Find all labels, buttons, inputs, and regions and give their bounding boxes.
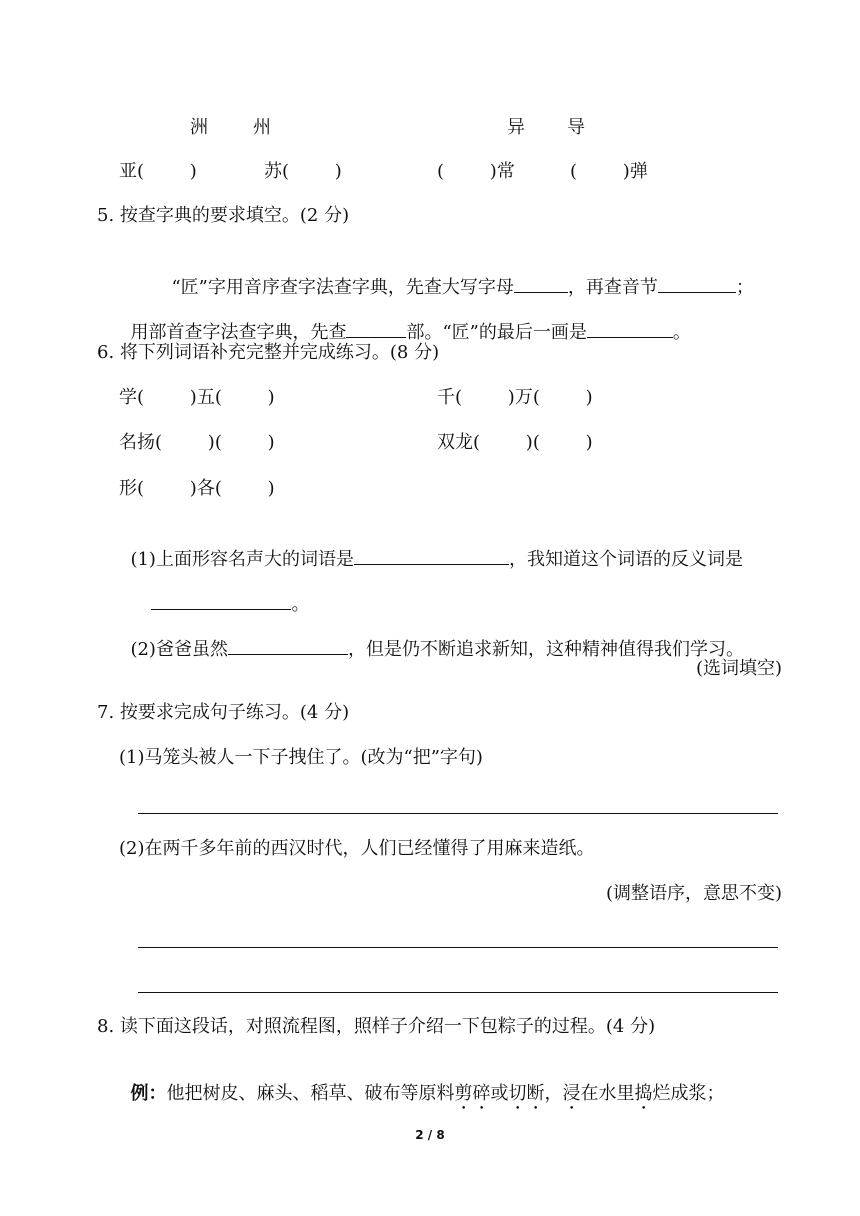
q8-example bbox=[119, 1058, 724, 1114]
char-dao: 导 bbox=[567, 117, 585, 138]
q5-line2-text2: 部。“匠”的最后一画是 bbox=[406, 322, 587, 343]
fill-ya[interactable]: 亚( ) bbox=[119, 161, 197, 182]
q6-title: 6. 将下列词语补充完整并完成练习。(8 分) bbox=[97, 342, 440, 363]
char-zhou: 州 bbox=[253, 117, 271, 138]
q5-line2-text: 用部首查字法查字典，先查 bbox=[130, 322, 347, 343]
answer-line-1[interactable] bbox=[138, 813, 778, 814]
q7-title: 7. 按要求完成句子练习。(4 分) bbox=[97, 702, 350, 723]
q5-title: 5. 按查字典的要求填空。(2 分) bbox=[97, 205, 350, 226]
blank-antonym[interactable] bbox=[151, 591, 291, 610]
idiom-2[interactable]: 千( )万( ) bbox=[437, 387, 593, 408]
q5-line1-text: “匠”字用音序查字法查字典，先查大写字母 bbox=[171, 277, 514, 298]
q5-line2 bbox=[119, 295, 691, 345]
example-text-water: 在水里 bbox=[580, 1083, 635, 1104]
blank-letter[interactable] bbox=[514, 274, 568, 293]
idiom-3[interactable]: 名扬( )( ) bbox=[119, 432, 275, 453]
q5-line1-end: ； bbox=[735, 277, 754, 298]
q5-line1 bbox=[160, 250, 754, 300]
fill-su[interactable]: 苏( ) bbox=[264, 161, 342, 182]
q6-sub1-text: (1)上面形容名声大的词语是 bbox=[130, 549, 354, 570]
example-text-a: 他把树皮、麻头、稻草、破布等原料 bbox=[166, 1083, 455, 1104]
fill-chang[interactable]: ( )常 bbox=[437, 161, 515, 182]
example-verb-slice: 切断 bbox=[508, 1083, 545, 1104]
idiom-5[interactable]: 形( )各( ) bbox=[119, 478, 275, 499]
q7-sub1: (1)马笼头被人一下子拽住了。(改为“把”字句) bbox=[119, 747, 483, 768]
q6-sub1 bbox=[119, 522, 743, 572]
answer-line-2[interactable] bbox=[138, 947, 778, 948]
char-yi: 异 bbox=[507, 117, 525, 138]
blank-radical[interactable] bbox=[346, 319, 406, 338]
q6-sub2-text2: ，但是仍不断追求新知，这种精神值得我们学习。 bbox=[347, 639, 744, 660]
example-verb-pound: 捣 bbox=[634, 1083, 653, 1104]
blank-famous-idiom[interactable] bbox=[354, 546, 509, 565]
q5-line1-text2: ，再查音节 bbox=[567, 277, 658, 298]
fill-dan[interactable]: ( )弹 bbox=[570, 161, 648, 182]
q5-line2-end: 。 bbox=[672, 322, 691, 343]
q6-sub2-text: (2)爸爸虽然 bbox=[130, 639, 228, 660]
example-label: 例： bbox=[130, 1083, 167, 1104]
example-text-end: 烂成浆； bbox=[652, 1083, 725, 1104]
char-zhou-water: 洲 bbox=[190, 117, 208, 138]
blank-last-stroke[interactable] bbox=[587, 319, 673, 338]
example-comma: ， bbox=[544, 1083, 563, 1104]
example-verb-cut: 剪碎 bbox=[454, 1083, 491, 1104]
answer-line-3[interactable] bbox=[138, 992, 778, 993]
q6-sub1-text2: ，我知道这个词语的反义词是 bbox=[508, 549, 743, 570]
q6-sub1-end: 。 bbox=[291, 594, 310, 615]
q6-sub2 bbox=[119, 612, 744, 662]
example-verb-soak: 浸 bbox=[562, 1083, 581, 1104]
q7-sub2: (2)在两千多年前的西汉时代，人们已经懂得了用麻来造纸。 bbox=[119, 838, 595, 859]
q6-sub1-cont bbox=[140, 567, 309, 617]
blank-choose-word[interactable] bbox=[228, 636, 348, 655]
q8-title: 8. 读下面这段话，对照流程图，照样子介绍一下包粽子的过程。(4 分) bbox=[97, 1016, 656, 1037]
idiom-4[interactable]: 双龙( )( ) bbox=[437, 432, 593, 453]
example-text-or: 或 bbox=[490, 1083, 509, 1104]
q7-sub2-note: (调整语序，意思不变) bbox=[605, 883, 782, 904]
page-number: 2 / 8 bbox=[415, 1128, 445, 1142]
q6-sub2-note: (选词填空) bbox=[695, 658, 782, 679]
blank-syllable[interactable] bbox=[658, 274, 736, 293]
idiom-1[interactable]: 学( )五( ) bbox=[119, 387, 275, 408]
